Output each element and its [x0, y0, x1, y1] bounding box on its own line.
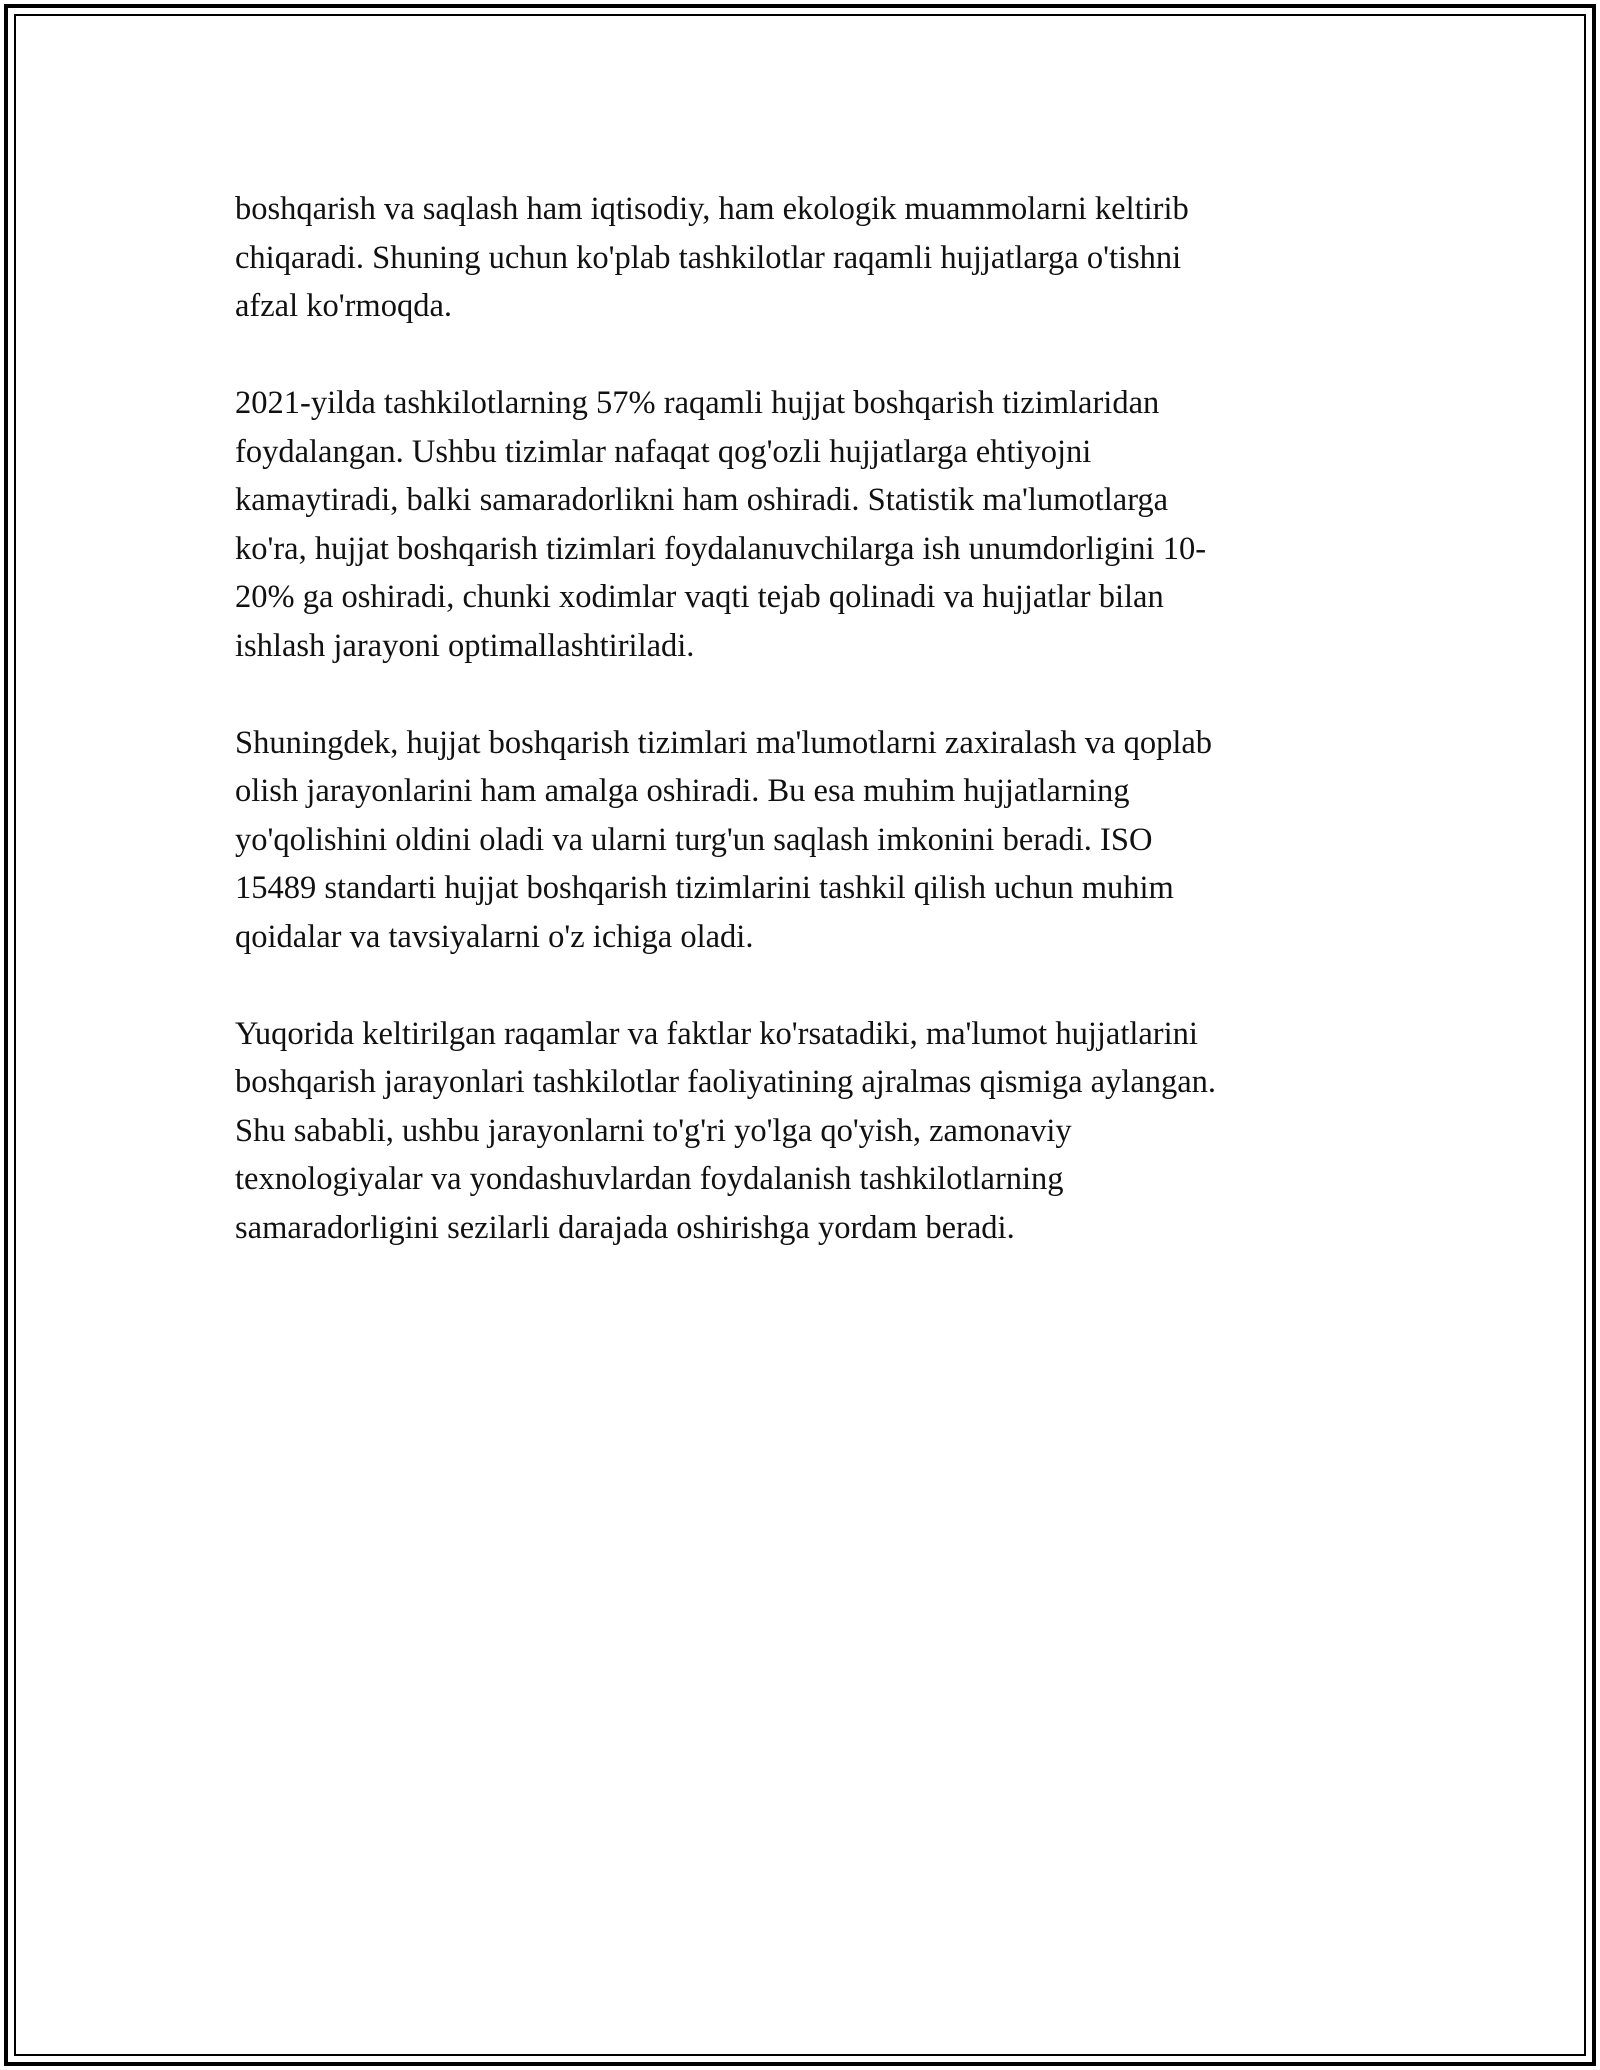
paragraph-1: boshqarish va saqlash ham iqtisodiy, ham ekologik muammolarni keltirib chiqaradi. Shuning uchun ko'plab tashkilotlar raqamli hujjatlarga o'tishni afzal ko'rmoqda. — [235, 191, 1189, 324]
document-body — [235, 185, 1355, 1301]
paragraph-4: Yuqorida keltirilgan raqamlar va faktlar ko'rsatadiki, ma'lumot hujjatlarini boshqarish jarayonlari tashkilotlar faoliyatining ajralmas qismiga aylangan. Shu sababli, ushbu jarayonlarni to'g'ri yo'lga qo'yish, zamonaviy texnologiyalar va yondashuvlardan foydalanish tashkilotlarning samaradorligini sezilarli darajada oshirishga yordam beradi. — [235, 1015, 1217, 1246]
paragraph-2: 2021-yilda tashkilotlarning 57% raqamli hujjat boshqarish tizimlaridan foydalangan. Ushbu tizimlar nafaqat qog'ozli hujjatlarga ehtiyojni kamaytiradi, balki samaradorlikni ham oshiradi. Statistik ma'lumotlarga ko'ra, hujjat boshqarish tizimlari foydalanuvchilarga ish unumdorligini 10- 20% ga oshiradi, chunki xodimlar vaqti tejab qolinadi va hujjatlar bilan ishlash jarayoni optimallashtiriladi. — [235, 385, 1207, 664]
paragraph-3: Shuningdek, hujjat boshqarish tizimlari ma'lumotlarni zaxiralash va qoplab olish jarayonlarini ham amalga oshiradi. Bu esa muhim hujjatlarning yo'qolishini oldini oladi va ularni turg'un saqlash imkonini beradi. ISO 15489 standarti hujjat boshqarish tizimlarini tashkil qilish uchun muhim qoidalar va tavsiyalarni o'z ichiga oladi. — [235, 724, 1213, 955]
